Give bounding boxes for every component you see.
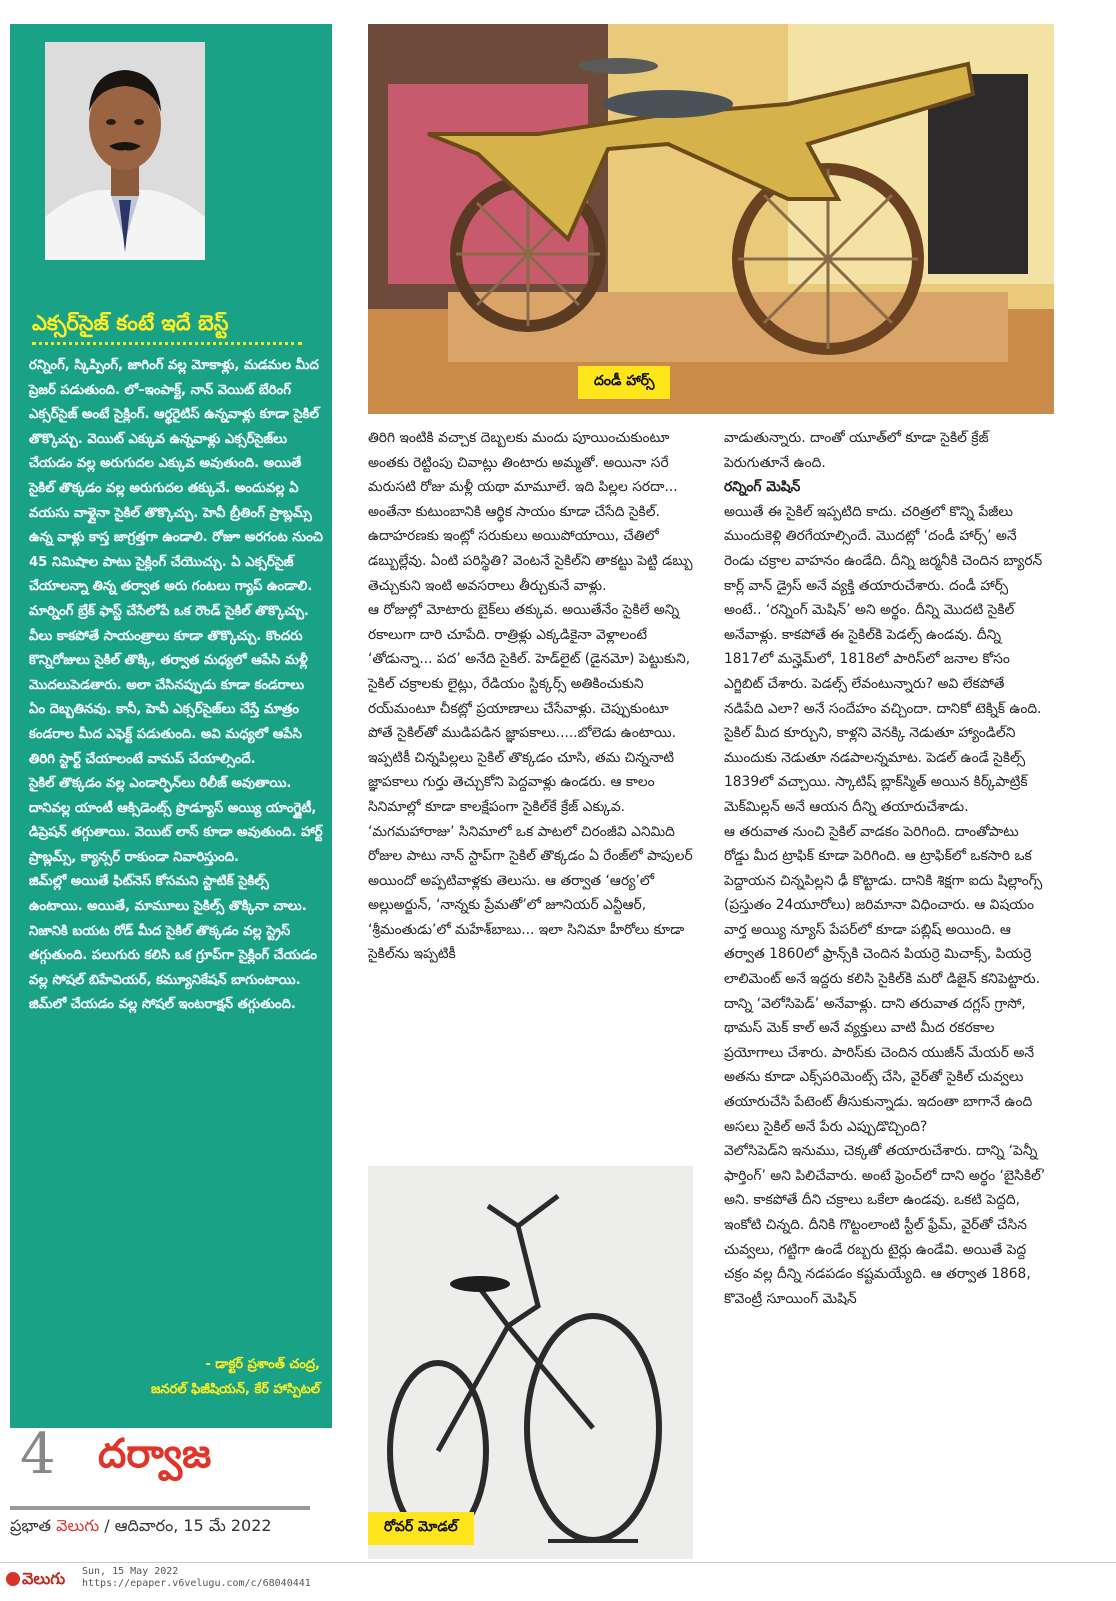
logo-icon xyxy=(6,1572,20,1586)
article-paragraph: తిరిగి ఇంటికి వచ్చాక దెబ్బలకు మందు పూయించుకుంటూ అంతకు రెట్టింపు చివాట్లు తింటారు అమ్మతో. అయినా సరే మరుసటి రోజు మళ్లీ యథా మామూలే. ఇది పిల్లల సరదా... అంతేనా కుటుంబానికి ఆర్థిక సాయం కూడా చేసేది సైకిల్. ఉదాహరణకు ఇంట్లో సరుకులు అయిపోయాయి, చేతిలో డబ్బుల్లేవు. ఏంటి పరిస్థితి? వెంటనే సైకిల్‌‌ని తాకట్టు పెట్టి డబ్బు తెచ్చుకుని ఇంటి అవసరాలు తీర్చుకునే వాళ్లు. xyxy=(368,430,693,594)
sidebar-title: ఎక్సర్‌‌సైజ్ కంటే ఇదే బెస్ట్ xyxy=(32,311,229,335)
sidebar-paragraph: రన్నింగ్, స్కిప్పింగ్, జాగింగ్ వల్ల మోకాళ్లు, మడమల మీద ప్రెజర్ పడుతుంది. లో–ఇంపాక్ట్, నాన్ వెయిట్ బేరింగ్ ఎక్సర్‌‌సైజ్ అంటే సైక్లింగ్. ఆర్థరైటిస్ ఉన్నవాళ్లు కూడా సైకిల్ తొక్కొచ్చు. వెయిట్ ఎక్కువ ఉన్నవాళ్లు ఎక్సర్‌‌సైజ్‌‌లు చేయడం వల్ల అరుగుదల ఎక్కువ అవుతుంది. అయితే సైకిల్ తొక్కడం వల్ల అరుగుదల తక్కువే. అందువల్ల ఏ వయసు వాళ్లైనా సైకిల్ తొక్కొచ్చు. హెవీ బ్రీతింగ్ ప్రాబ్లమ్స్ ఉన్న వాళ్లు కాస్త జాగ్రత్తగా ఉండాలి. రోజూ అరగంట నుంచి 45 నిమిషాల పాటు సైక్లింగ్ చేయొచ్చు. ఏ ఎక్సర్‌‌సైజ్ చేయాలన్నా తిన్న తర్వాత అరు గంటలు గ్యాప్ ఉండాలి. మార్నింగ్ బ్రేక్ ఫాస్ట్ చేసేలోపే ఒక రౌండ్ సైకిల్ తొక్కొచ్చు. వీలు కాకపోతే సాయంత్రాలు కూడా తొక్కొచ్చు. కొందరు కొన్నిరోజులు సైకిల్ తొక్కి, తర్వాత మధ్యలో ఆపేసి మళ్లీ మొదలుపెడతారు. అలా చేసినప్పుడు కూడా కండరాలు ఏం దెబ్బతినవు. కానీ, హెవీ ఎక్సర్‌‌సైజ్‌‌లు చేస్తే మాత్రం కండరాల మీద ఎఫెక్ట్ పడుతుంది. అవి మధ్యలో ఆపేసి తిరిగి స్టార్ట్ చేయాలంటే వామప్ చేయాల్సిందే. xyxy=(29,358,323,767)
epaper-footer xyxy=(0,1562,1116,1601)
page-folio xyxy=(10,1422,332,1546)
dandy-horse-photo xyxy=(368,24,1054,414)
paper-name-b: వెలుగు xyxy=(56,1516,100,1535)
velugu-logo[interactable] xyxy=(6,1569,65,1592)
footer-url[interactable]: https://epaper.v6velugu.com/c/68040441 xyxy=(82,1578,311,1589)
logo-text: వెలుగు xyxy=(22,1569,66,1588)
paper-name-a: ప్రభాత xyxy=(10,1516,51,1535)
folio-rule xyxy=(10,1506,310,1510)
rover-model-photo xyxy=(368,1166,693,1559)
title-dotted-rule xyxy=(32,342,302,345)
article-paragraph: వాడుతున్నారు. దాంతో యూత్‌‌లో కూడా సైకిల్ క్రేజ్ పెరుగుతూనే ఉంది. xyxy=(724,430,989,471)
article-column-2 xyxy=(724,426,1046,1311)
sidebar-body xyxy=(29,354,324,1018)
article-paragraph: అయితే ఈ సైకిల్ ఇప్పటిది కాదు. చరిత్రలో కొన్ని పేజీలు ముందుకెళ్లి తిరగేయాల్సిందే. మొదట్లో ‘దండీ హార్స్’ అనే రెండు చక్రాల వాహనం ఉండేది. దీన్ని జర్మనీకి చెందిన బ్యారన్ కార్ల్ వాన్ డ్రైస్ అనే వ్యక్తి తయారుచేశారు. దండీ హార్స్ అంటే.. ‘రన్నింగ్ మెషిన్’ అని అర్థం. దీన్ని మొదటి సైకిల్ అనేవాళ్లు. కాకపోతే ఈ సైకిల్‌‌కి పెడల్స్ ఉండవు. దీన్ని 1817లో మన్హెమ్‌‌లో, 1818లో పారిస్‌‌లో జనాల కోసం ఎగ్జిబిట్ చేశారు. పెడల్స్ లేవంటున్నారు? అవి లేకపోతే నడిపేది ఎలా? అనే సందేహం వచ్చిందా. దానికో టెక్నిక్ ఉంది. సైకిల్ మీద కూర్చుని, కాళ్లని వెనక్కి నెడుతూ హ్యాండిల్‌‌ని ముందుకు నెడుతూ నడపాలన్నమాట. పెడల్ ఉండే సైకిల్స్ 1839లో వచ్చాయి. స్కాటిష్ బ్లాక్‌‌స్మిత్ అయిన కిర్క్‌‌పాట్రిక్ మెక్‌‌మిల్లన్ అనే ఆయన దీన్ని తయారుచేశాడు. xyxy=(724,503,1043,815)
signature xyxy=(151,1352,320,1402)
article-column-1 xyxy=(368,426,694,967)
signature-name: - డాక్టర్ ప్రశాంత్ చంద్ర, xyxy=(205,1357,320,1372)
sidebar-paragraph: జిమ్‌‌ల్లో అయితే ఫిట్‌‌నెస్ కోసమని స్టాటిక్ సైకిల్స్ ఉంటాయి. అయితే, మామూలు సైకిల్స్ తొక్కినా చాలు. నిజానికి బయట రోడ్ మీద సైకిల్ తొక్కడం వల్ల స్ట్రెస్ తగ్గుతుంది. పలుగురు కలిసి ఒక గ్రూప్‌‌గా సైక్లింగ్ చేయడం వల్ల సోషల్ బిహేవియర్, కమ్యూనికేషన్ బాగుంటాయి. జిమ్‌‌లో చేయడం వల్ల సోషల్ ఇంటరాక్షన్ తగ్గుతుంది. xyxy=(29,874,317,1013)
folio-dateline xyxy=(10,1516,272,1539)
issue-date: / ఆదివారం, 15 మే 2022 xyxy=(104,1516,272,1535)
article-paragraph: ఆ రోజుల్లో మోటారు బైక్‌‌లు తక్కువ. అయితేనేం సైకిలే అన్ని రకాలుగా దారి చూపేది. రాత్రిళ్లు ఎక్కడికైనా వెళ్లాలంటే ‘తోడున్నా... పద’ అనేది సైకిల్. హెడ్‌‌లైట్ (డైనమో) పెట్టుకుని, సైకిల్ చక్రాలకు లైట్లు, రేడియం స్టిక్కర్స్ అతికించుకుని రయ్‌‌మంటూ చీకట్లో ప్రయాణాలు చేసేవాళ్లు. చెప్పుకుంటూ పోతే సైకిల్‌‌తో ముడిపడిన జ్ఞాపకాలు.....బోలెడు ఉంటాయి. ఇప్పటికీ చిన్నపిల్లలు సైకిల్ తొక్కడం చూసి, తమ చిన్ననాటి జ్ఞాపకాలు గుర్తు తెచ్చుకోని పెద్దవాళ్లు ఉండరు. ఆ కాలం సినిమాల్లో కూడా కాలక్షేపంగా సైకిల్‌‌కే క్రేజ్ ఎక్కువ. ‘మగమహారాజు’ సినిమాలో ఒక పాటలో చిరంజీవి ఎనిమిది రోజుల పాటు నాన్ స్టాప్‌‌గా సైకిల్ తొక్కడం ఏ రేంజ్‌‌లో పాపులర్ అయిందో అప్పటివాళ్లకు తెలుసు. ఆ తర్వాత ‘ఆర్య’లో అల్లుఅర్జున్, ‘నాన్నకు ప్రేమతో’లో జూనియర్ ఎన్టీఆర్, ‘శ్రీమంతుడు’లో మహేశ్‌‌బాబు... ఇలా సినిమా హీరోలు కూడా సైకిల్‌‌ను ఇప్పటికీ xyxy=(368,602,693,963)
section-subhead: రన్నింగ్ మెషిన్ xyxy=(724,479,801,496)
signature-role: జనరల్ ఫిజీషియన్, కేర్ హాస్పిటల్ xyxy=(151,1382,320,1397)
caption-dandy-horse: దండీ హార్స్ xyxy=(578,366,670,399)
article-paragraph: ఆ తరువాత నుంచి సైకిల్ వాడకం పెరిగింది. దాంతోపాటు రోడ్డు మీద ట్రాఫిక్ కూడా పెరిగింది. ఆ ట్రాఫిక్‌‌లో ఒకసారి ఒక పెద్దాయన చిన్నపిల్లని ఢీ కొట్టాడు. దానికి శిక్షగా ఐదు షిల్లాంగ్స్ (ప్రస్తుతం 24యూరోలు) జరిమానా విధించారు. ఆ విషయం వార్త అయ్యి న్యూస్ పేపర్‌‌లో కూడా పబ్లిష్ అయింది. ఆ తర్వాత 1860లో ఫ్రాన్స్‌‌కి చెందిన పియర్రె మిచాక్స్, పియర్రె లాలిమెంట్ అనే ఇద్దరు కలిసి సైకిల్‌‌కి మరో డిజైన్ కనిపెట్టారు. దాన్ని ‘వెలోసిపెడ్’ అనేవాళ్లు. దాని తరువాత దగ్లస్ గ్రాసో, థామస్ మెక్ కాల్ అనే వ్యక్తులు వాటి మీద రకరకాల ప్రయోగాలు చేశారు. పారిస్‌‌కు చెందిన యుజీన్ మేయర్ అనే అతను కూడా ఎక్స్‌‌పరిమెంట్స్ చేసి, వైర్‌‌తో సైకిల్ చువ్వలు తయారుచేసి పేటెంట్ తీసుకున్నాడు. ఇదంతా బాగానే ఉంది అసలు సైకిల్ అనే పేరు ఎప్పుడొచ్చింది? xyxy=(724,823,1043,1135)
sidebar-paragraph: సైకిల్ తొక్కడం వల్ల ఎండార్ఫిన్‌‌లు రిలీజ్ అవుతాయి. దానివల్ల యాంటీ ఆక్సిడెంట్స్ ప్రొడ్యూస్ అయ్యి యాంగ్జైటీ, డిప్రెషన్ తగ్గుతాయి. వెయిట్ లాస్ కూడా అవుతుంది. హార్ట్ ప్రాబ్లమ్స్, క్యాన్సర్ రాకుండా నివారిస్తుంది. xyxy=(29,776,323,865)
footer-meta xyxy=(82,1566,311,1590)
caption-rover-model: రోవర్ మోడల్ xyxy=(368,1512,474,1545)
article-paragraph: వెలోసిపెడ్‌‌ని ఇనుము, చెక్కతో తయారుచేశారు. దాన్ని ‘పెన్నీ ఫార్తింగ్’ అని పిలిచేవారు. అంటే ఫ్రెంచ్‌‌లో దాని అర్థం ‘బైసికిల్’ అని. కాకపోతే దీని చక్రాలు ఒకేలా ఉండవు. ఒకటి పెద్దది, ఇంకోటి చిన్నది. దీనికి గొట్టంలాంటి స్టీల్ ఫ్రేమ్, వైర్‌‌తో చేసిన చువ్వలు, గట్టిగా ఉండే రబ్బరు టైర్లు ఉండేవి. అయితే పెద్ద చక్రం వల్ల దీన్ని నడపడం కష్టమయ్యేది. ఆ తర్వాత 1868, కొవెంట్రీ సూయింగ్ మెషిన్ xyxy=(724,1143,1046,1307)
section-name: దర్వాజ xyxy=(98,1430,212,1477)
page-number: 4 xyxy=(20,1422,56,1487)
doctor-photo xyxy=(45,42,205,260)
sidebar-box xyxy=(10,24,332,1428)
footer-date: Sun, 15 May 2022 xyxy=(82,1566,179,1577)
